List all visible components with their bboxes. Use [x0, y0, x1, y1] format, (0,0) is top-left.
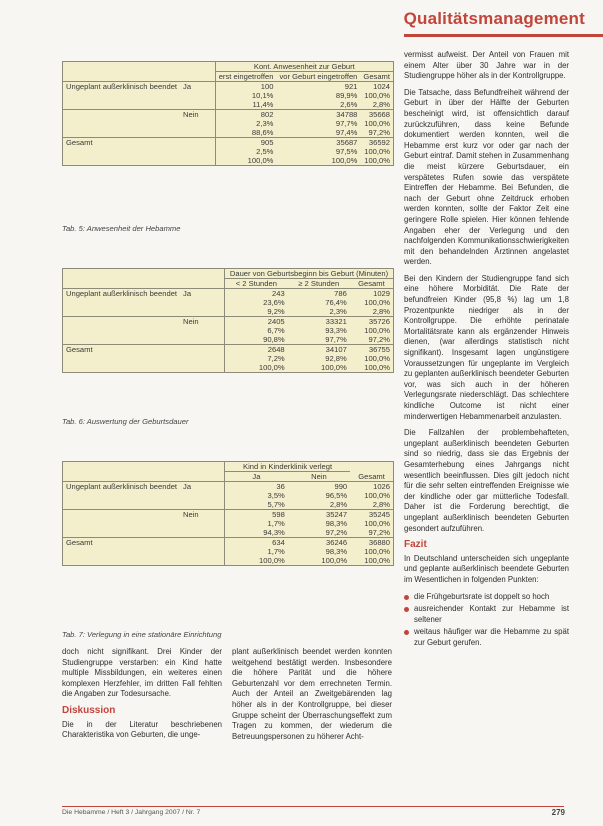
row-label: Ungeplant außerklinisch beendet [63, 482, 180, 492]
cell: 2,8% [372, 100, 390, 109]
footer-rule [62, 806, 564, 807]
cell: 97,7% [335, 119, 358, 128]
row-sublabel [180, 138, 215, 148]
list-item-text: weitaus häufiger war die Hebamme zu spät zur Geburt gerufen. [414, 627, 569, 647]
cell: 100 [215, 82, 276, 92]
table-row [63, 345, 393, 355]
row-label [63, 317, 180, 327]
col-header: ≥ 2 Stunden [288, 279, 350, 289]
row-label [63, 110, 180, 120]
cell: 35245 [350, 510, 393, 520]
cell: 7,2% [225, 354, 288, 363]
cell: 97,2% [368, 335, 390, 344]
cell: 96,5% [325, 491, 348, 500]
section-heading-fazit: Fazit [404, 539, 427, 551]
cell: 100,0% [225, 363, 288, 372]
cell: 5,7% [225, 500, 288, 510]
table-row [63, 538, 393, 548]
table-row [63, 119, 393, 128]
cell: 2,3% [329, 307, 347, 316]
cell: 3,5% [225, 491, 288, 500]
cell: 786 [288, 289, 350, 299]
cell: 100,0% [364, 147, 390, 156]
cell: 97,2% [368, 528, 390, 537]
page-number: 279 [551, 808, 565, 817]
table-row [63, 363, 393, 372]
col-header: Gesamt [360, 72, 393, 82]
cell: 100,0% [225, 556, 288, 565]
cell: 1,7% [225, 547, 288, 556]
cell: 100,0% [364, 556, 390, 565]
cell: 100,0% [364, 91, 390, 100]
cell: 36755 [350, 345, 393, 355]
cell: 100,0% [364, 326, 390, 335]
table-row [63, 100, 393, 110]
cell: 100,0% [364, 354, 390, 363]
col-header: erst eingetroffen [215, 72, 276, 82]
paragraph: Die in der Literatur beschriebenen Charakteristika von Geburten, die unge- [62, 719, 222, 740]
right-text-column [404, 50, 569, 650]
list-item [404, 604, 569, 625]
paragraph: Die Fallzahlen der problembehafteten, ungeplant außerklinisch beendeten Geburten sind so niedrig, dass sie das Ergebnis der Gesamterhebung eines Jahrgangs nicht wesentlich beeinflussen. Dies gilt jedoch nicht für die sehr selten eintreffenden Ereignisse wie der kindliche oder gar mütterliche Todesfall. Daher ist die Forderung berechtigt, die ungeplant außerklinisch beendeten Geburten gesondert aufzuführen. [404, 428, 569, 533]
table-row [63, 156, 393, 165]
cell: 36880 [350, 538, 393, 548]
table-row [63, 326, 393, 335]
cell: 34107 [288, 345, 350, 355]
cell: 2648 [225, 345, 288, 355]
bullet-list [404, 592, 569, 649]
table-5 [62, 61, 394, 166]
list-item [404, 592, 569, 603]
cell: 35687 [276, 138, 360, 148]
bottom-left-column [62, 647, 222, 747]
cell: 598 [225, 510, 288, 520]
cell: 100,0% [364, 363, 390, 372]
cell: 35668 [360, 110, 393, 120]
table-row [63, 482, 393, 492]
cell: 23,6% [225, 298, 288, 307]
col-header: < 2 Stunden [225, 279, 288, 289]
paragraph: vermisst aufweist. Der Anteil von Frauen mit einem Alter über 30 Jahre war in der Studiengruppe höher als in der Kontrollgruppe. [404, 50, 569, 81]
cell: 100,0% [364, 519, 390, 528]
cell: 36592 [360, 138, 393, 148]
paragraph: doch nicht signifikant. Drei Kinder der Studiengruppe verstarben: ein Kind hatte multiple Missbildungen, ein weiteres einen komplexen Herzfehler, im dritten Fall fehlten die Angaben zur Todesursache. [62, 647, 222, 699]
table-6 [62, 268, 394, 373]
cell: 33321 [288, 317, 350, 327]
cell: 97,4% [335, 128, 358, 137]
cell: 10,1% [215, 91, 276, 100]
table-row [63, 128, 393, 138]
cell: 2405 [225, 317, 288, 327]
cell: 9,2% [225, 307, 288, 317]
table-row [63, 528, 393, 538]
table-caption: Tab. 5: Anwesenheit der Hebamme [62, 224, 181, 233]
cell: 1,7% [225, 519, 288, 528]
col-header: Gesamt [350, 472, 393, 482]
table-row [63, 317, 393, 327]
row-label [63, 510, 180, 520]
list-item-text: ausreichender Kontakt zur Hebamme ist seltener [414, 604, 569, 624]
table-row [63, 354, 393, 363]
table-row [63, 82, 393, 92]
bullet-icon [404, 595, 409, 600]
cell: 100,0% [364, 298, 390, 307]
cell: 921 [276, 82, 360, 92]
cell: 88,6% [215, 128, 276, 138]
cell: 243 [225, 289, 288, 299]
section-title: Qualitätsmanagement [403, 9, 585, 28]
row-label: Gesamt [63, 538, 180, 548]
cell: 2,8% [372, 307, 390, 316]
list-item-text: die Frühgeburtsrate ist doppelt so hoch [414, 591, 550, 601]
row-label: Ungeplant außerklinisch beendet [63, 82, 180, 92]
row-label: Ungeplant außerklinisch beendet [63, 289, 180, 299]
table-row [63, 500, 393, 510]
table-caption: Tab. 6: Auswertung der Geburtsdauer [62, 417, 189, 426]
page-header [0, 0, 603, 44]
cell: 634 [225, 538, 288, 548]
bullet-icon [404, 607, 409, 612]
table-row [63, 556, 393, 565]
cell: 2,6% [340, 100, 358, 109]
cell: 97,7% [325, 335, 347, 344]
header-rule [404, 34, 603, 37]
table-caption: Tab. 7: Verlegung in eine stationäre Einrichtung [62, 630, 222, 639]
cell: 100,0% [331, 156, 358, 165]
cell: 11,4% [215, 100, 276, 110]
row-sublabel: Ja [180, 82, 215, 92]
table-row [63, 298, 393, 307]
cell: 89,9% [335, 91, 358, 100]
cell: 97,2% [368, 128, 390, 137]
cell: 6,7% [225, 326, 288, 335]
row-sublabel: Ja [180, 482, 225, 492]
cell: 35726 [350, 317, 393, 327]
cell: 2,5% [215, 147, 276, 156]
row-sublabel: Nein [180, 510, 225, 520]
cell: 100,0% [364, 547, 390, 556]
table-group-header: Kind in Kinderklinik verlegt [225, 462, 351, 472]
cell: 100,0% [215, 156, 276, 165]
section-heading-diskussion: Diskussion [62, 704, 116, 716]
row-sublabel [180, 538, 225, 548]
bottom-middle-column [232, 647, 392, 748]
table-row [63, 110, 393, 120]
cell: 100,0% [321, 363, 347, 372]
paragraph: In Deutschland unterscheiden sich ungeplante und geplante außerklinisch beendete Geburten im Wesentlichen in folgenden Punkten: [404, 553, 569, 584]
cell: 94,3% [225, 528, 288, 538]
table-row [63, 289, 393, 299]
row-sublabel: Ja [180, 289, 225, 299]
table-row [63, 519, 393, 528]
cell: 100,0% [364, 119, 390, 128]
cell: 1026 [350, 482, 393, 492]
paragraph: Bei den Kindern der Studiengruppe fand sich eine höhere Morbidität. Die Rate der befundfreien Kinder (95,8 %) lag um 1,8 Prozentpunkte niedriger als in der Kontrollgruppe. Die erhöhte perinatale Mortalitätsrate kann als ergänzender Hinweis dienen, (war allerdings statistisch nicht signifikant). Insgesamt lagen ungünstigere Voraussetzungen für ungeplante im Vergleich zu geplanten außerklinisch beendeter Geburten vor, was sich auch in der höheren Verlegungsrate niederschlägt. Das schlechtere kindliche Outcome ist nicht einer minderwertigen Hebammenarbeit anzulasten. [404, 273, 569, 421]
table-row [63, 147, 393, 156]
table-group-header: Dauer von Geburtsbeginn bis Geburt (Minuten) [225, 269, 393, 279]
col-header: Gesamt [350, 279, 393, 289]
table-row [63, 138, 393, 148]
cell: 90,8% [225, 335, 288, 345]
col-header: Nein [288, 472, 350, 482]
table-group-header: Kont. Anwesenheit zur Geburt [215, 62, 393, 72]
cell: 2,3% [215, 119, 276, 128]
cell: 1024 [360, 82, 393, 92]
cell: 92,8% [325, 354, 347, 363]
cell: 802 [215, 110, 276, 120]
table-row [63, 547, 393, 556]
col-header: vor Geburt eingetroffen [276, 72, 360, 82]
cell: 98,3% [325, 519, 348, 528]
cell: 990 [288, 482, 350, 492]
cell: 2,8% [372, 500, 390, 509]
cell: 34788 [276, 110, 360, 120]
cell: 97,2% [325, 528, 348, 537]
row-label: Gesamt [63, 345, 180, 355]
cell: 100,0% [364, 156, 390, 165]
cell: 98,3% [325, 547, 348, 556]
paragraph: plant außerklinisch beendet werden konnten weitgehend bestätigt werden. Insbesondere die höhere Parität und die höhere Geburtenzahl vor dem errechneten Termin. Auch der Anteil an Zweitgebärenden lag höher als in der Kontrollgruppe, bei dieser Gruppe scheint der Überraschungseffekt zum Tragen zu kommen, der wiederum die Betreuungspersonen zu höherer Acht- [232, 647, 392, 741]
table-row [63, 491, 393, 500]
cell: 100,0% [321, 556, 348, 565]
cell: 1029 [350, 289, 393, 299]
footer-journal: Die Hebamme / Heft 3 / Jahrgang 2007 / Nr. 7 [62, 809, 201, 816]
cell: 100,0% [364, 491, 390, 500]
table-row [63, 91, 393, 100]
table-row [63, 335, 393, 345]
cell: 97,5% [335, 147, 358, 156]
cell: 93,3% [325, 326, 347, 335]
table-7 [62, 461, 394, 566]
row-sublabel [180, 345, 225, 355]
table-row [63, 510, 393, 520]
cell: 35247 [288, 510, 350, 520]
cell: 36246 [288, 538, 350, 548]
bullet-icon [404, 630, 409, 635]
table-row [63, 307, 393, 317]
cell: 76,4% [325, 298, 347, 307]
cell: 36 [225, 482, 288, 492]
cell: 2,8% [329, 500, 348, 509]
list-item [404, 627, 569, 648]
row-sublabel: Nein [180, 110, 215, 120]
paragraph: Die Tatsache, dass Befundfreiheit während der Geburt in über der Hälfte der Geburten bescheinigt wird, ist offensichtlich darauf zurückzuführen, dass keine Befunde dokumentiert werden konnten, weil die Hebamme erst kurz vor oder gar nach der Geburt eintraf. Damit stehen in Zusammenhang die meist kürzere Geburtsdauer, ein verspätetes Rufen sowie das verspätete Eintreffen der Hebamme. Bei Befunden, die nach der Geburt ohne Zeitdruck erhoben werden konnten, sollte der Faktor Zeit eine geringere Rolle spielen. Hier können fehlende Angaben eher der Verlegung und den nachfolgenden Kommunikationsschwierigkeiten mit den behandelnden Ärztinnen angelastet werden. [404, 87, 569, 267]
col-header: Ja [225, 472, 288, 482]
cell: 905 [215, 138, 276, 148]
row-label: Gesamt [63, 138, 180, 148]
row-sublabel: Nein [180, 317, 225, 327]
